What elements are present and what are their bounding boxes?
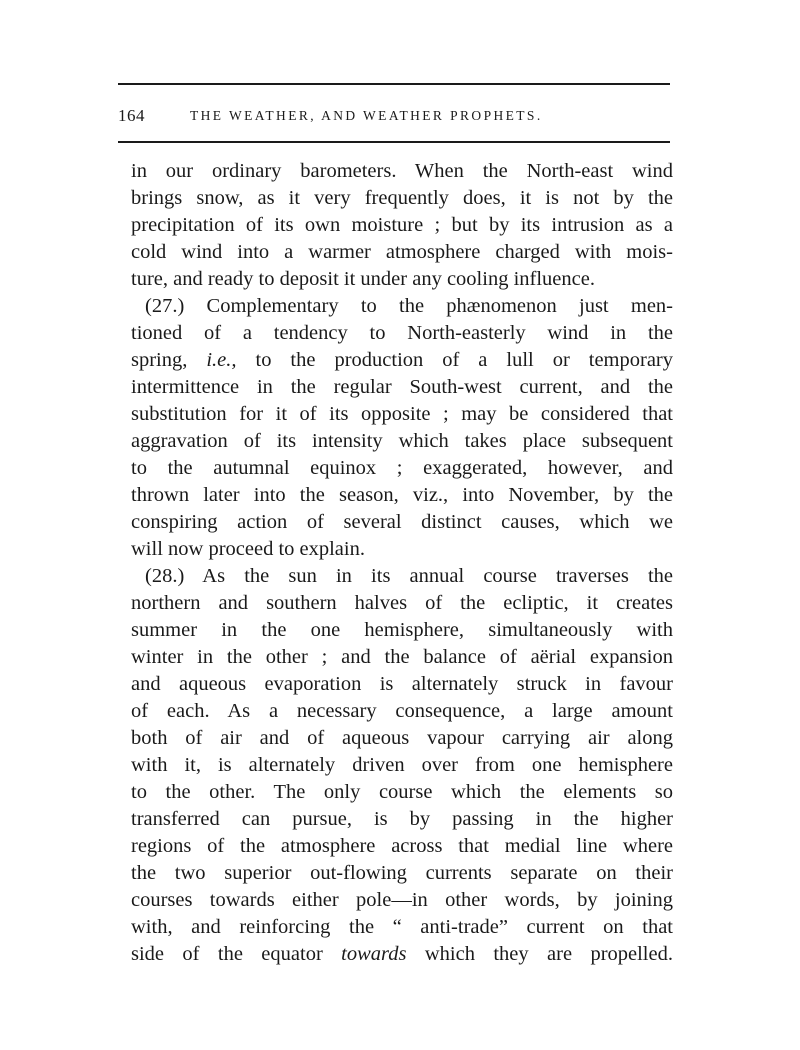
text-line: summer in the one hemisphere, simultaneously with [131,619,673,641]
text-line: to the other. The only course which the elements so [131,781,673,803]
text-line: cold wind into a warmer atmosphere charged with mois- [131,241,673,263]
top-rule [118,83,670,85]
text-line: of each. As a necessary consequence, a large amount [131,700,673,722]
text-line: courses towards either pole—in other words, by joining [131,889,673,911]
italic-text: i.e., [206,349,237,371]
italic-text: towards [341,943,407,965]
text-line: precipitation of its own moisture ; but by its intrusion as a [131,214,673,236]
text-line: conspiring action of several distinct causes, which we [131,511,673,533]
text-line: with it, is alternately driven over from one hemisphere [131,754,673,776]
text-line: both of air and of aqueous vapour carrying air along [131,727,673,749]
text-line: brings snow, as it very frequently does, it is not by the [131,187,673,209]
text-line: and aqueous evaporation is alternately struck in favour [131,673,673,695]
text-line: spring, i.e., to the production of a lull or temporary [131,349,674,371]
text-line: the two superior out-flowing currents separate on their [131,862,673,884]
text-line: ture, and ready to deposit it under any cooling influence. [131,268,595,290]
text-line: intermittence in the regular South-west current, and the [131,376,673,398]
running-head [118,104,670,128]
text-line: (27.) Complementary to the phænomenon just men- [145,295,673,317]
page-number: 164 [118,106,145,125]
text-line: winter in the other ; and the balance of aërial expansion [131,646,673,668]
text-line: substitution for it of its opposite ; may be considered that [131,403,673,425]
text-line: in our ordinary barometers. When the North-east wind [131,160,673,182]
body-text [131,158,673,968]
text-line: with, and reinforcing the “ anti-trade” current on that [131,916,673,938]
text-line: (28.) As the sun in its annual course traverses the [145,565,673,587]
text-line: will now proceed to explain. [131,538,365,560]
text-line: transferred can pursue, is by passing in the higher [131,808,673,830]
text-line: thrown later into the season, viz., into November, by the [131,484,673,506]
text-line: side of the equator towards which they are propelled. [131,943,673,965]
text-line: to the autumnal equinox ; exaggerated, however, and [131,457,673,479]
text-line: tioned of a tendency to North-easterly wind in the [131,322,673,344]
text-line: regions of the atmosphere across that medial line where [131,835,673,857]
text-line: northern and southern halves of the ecliptic, it creates [131,592,673,614]
running-title: THE WEATHER, AND WEATHER PROPHETS. [190,108,543,123]
text-line: aggravation of its intensity which takes place subsequent [131,430,673,452]
header-rule [118,141,670,143]
